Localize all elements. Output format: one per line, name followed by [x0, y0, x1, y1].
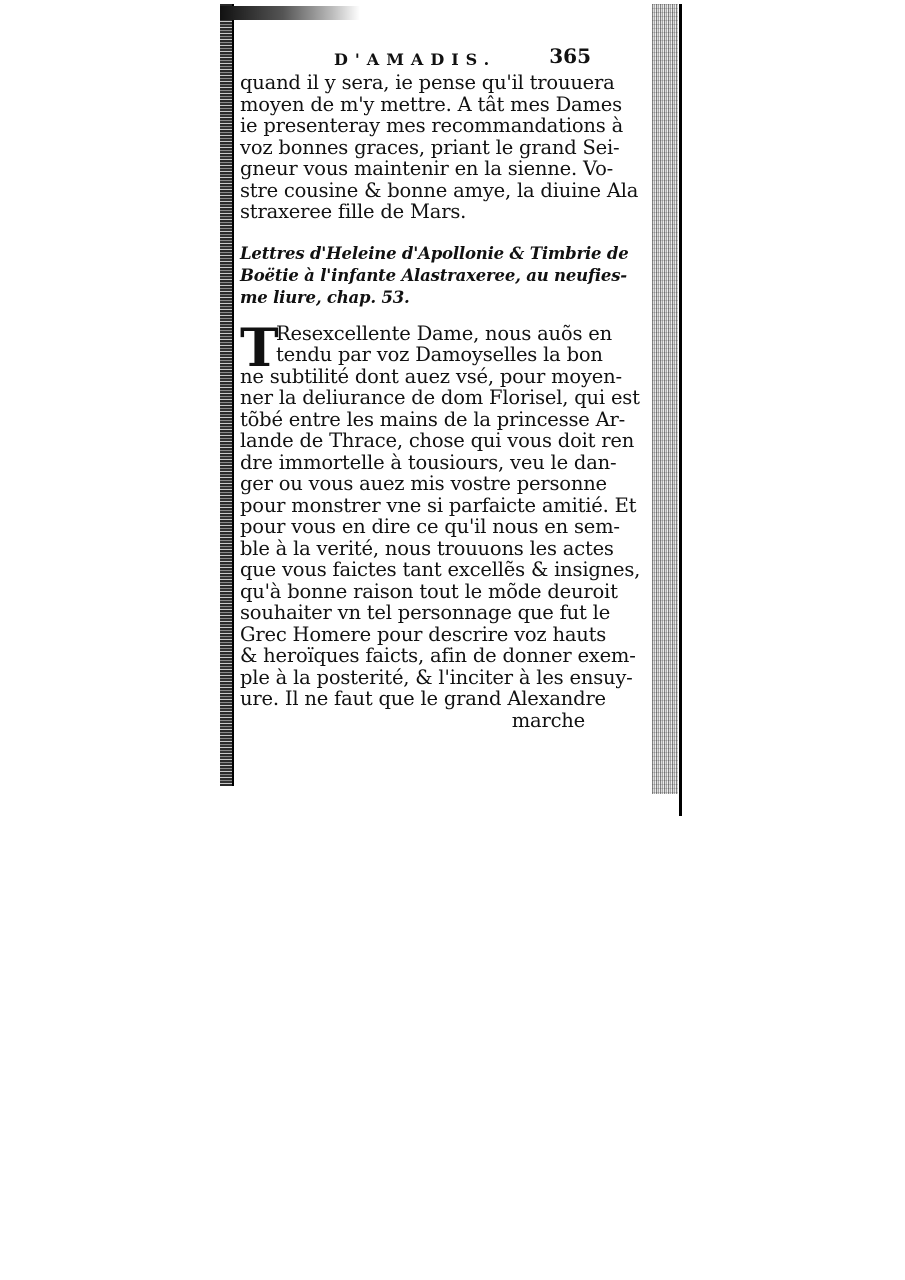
- text-line: ger ou vous auez mis vostre personne: [240, 472, 607, 495]
- text-line: ble à la verité, nous trouuons les actes: [240, 536, 614, 560]
- text-line: voz bonnes graces, priant le grand Sei-: [240, 135, 620, 159]
- page-binding-edge: [220, 4, 232, 786]
- text-line: souhaiter vn tel personnage que fut le: [240, 601, 611, 624]
- text-line: quand il y sera, ie pense qu'il trouuera: [240, 71, 615, 94]
- text-line: qu'à bonne raison tout le mõde deuroit: [240, 579, 618, 603]
- text-line: tendu par voz Damoyselles la bon: [276, 343, 603, 366]
- text-line: ple à la posterité, & l'inciter à les ensuy-: [240, 665, 633, 689]
- letter-heading: [240, 243, 629, 309]
- catchword: marche: [511, 708, 585, 732]
- text-line: straxeree fille de Mars.: [240, 200, 467, 223]
- text-line: Resexcellente Dame, nous auõs en: [276, 321, 612, 345]
- heading-line: me liure, chap. 53.: [240, 287, 410, 307]
- text-line: tõbé entre les mains de la princesse Ar-: [240, 407, 625, 431]
- text-line: lande de Thrace, chose qui vous doit ren: [240, 429, 635, 452]
- text-line: dre immortelle à tousiours, veu le dan-: [240, 450, 617, 474]
- page-top-shadow: [220, 6, 360, 20]
- page-fore-edge: [652, 4, 678, 794]
- text-line: pour monstrer vne si parfaicte amitié. Et: [240, 493, 637, 517]
- text-line: que vous faictes tant excellẽs & insignes,: [240, 558, 641, 581]
- text-line: ne subtilité dont auez vsé, pour moyen-: [240, 364, 622, 388]
- text-line: & heroïques faicts, afin de donner exem-: [240, 644, 636, 667]
- drop-cap: T: [240, 317, 279, 379]
- text-line: ure. Il ne faut que le grand Alexandre: [240, 687, 606, 710]
- text-block: [240, 42, 641, 732]
- text-line: stre cousine & bonne amye, la diuine Ala: [240, 178, 639, 202]
- text-line: gneur vous maintenir en la sienne. Vo-: [240, 157, 614, 180]
- heading-line: Boëtie à l'infante Alastraxeree, au neufies-: [240, 265, 627, 285]
- running-head: D'AMADIS.: [334, 50, 497, 69]
- text-line: moyen de m'y mettre. A tât mes Dames: [240, 92, 622, 116]
- page-header: [240, 42, 591, 72]
- text-line: ner la deliurance de dom Florisel, qui est: [240, 386, 640, 409]
- letter-body: [240, 317, 641, 732]
- page-right-border: [679, 4, 682, 816]
- page-number: 365: [549, 44, 591, 68]
- text-line: pour vous en dire ce qu'il nous en sem-: [240, 515, 620, 538]
- closing-paragraph: [240, 71, 639, 223]
- scanned-page: [220, 4, 682, 816]
- heading-line: Lettres d'Heleine d'Apollonie & Timbrie de: [240, 243, 629, 263]
- text-line: Grec Homere pour descrire voz hauts: [240, 622, 607, 646]
- text-line: ie presenteray mes recommandations à: [240, 114, 624, 137]
